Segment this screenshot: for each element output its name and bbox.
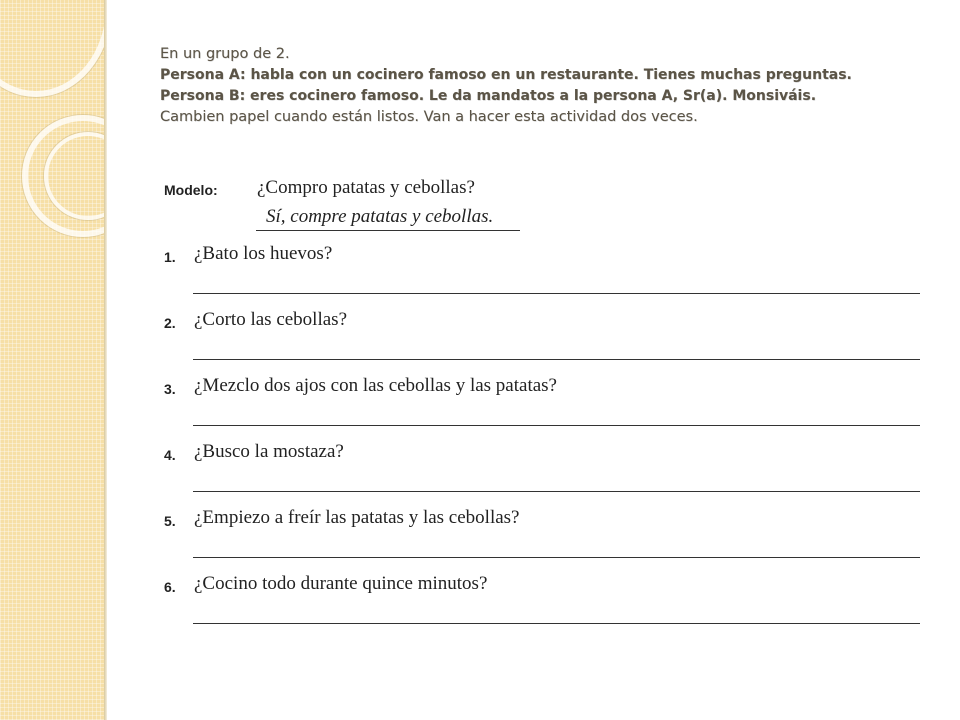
decorative-sidebar: [0, 0, 104, 720]
answer-line[interactable]: [193, 425, 920, 426]
answer-line[interactable]: [193, 557, 920, 558]
question-number: 6.: [164, 579, 176, 595]
question-number: 3.: [164, 381, 176, 397]
answer-line[interactable]: [193, 491, 920, 492]
answer-line[interactable]: [193, 623, 920, 624]
answer-line[interactable]: [193, 359, 920, 360]
instruction-line: Persona A: habla con un cocinero famoso en un restaurante. Tienes muchas preguntas.: [160, 67, 852, 83]
question-number: 1.: [164, 249, 176, 265]
model-question: ¿Compro patatas y cebollas?: [257, 177, 475, 198]
sidebar-divider: [104, 0, 107, 720]
instructions-header: [160, 44, 940, 128]
question-text: ¿Empiezo a freír las patatas y las cebollas?: [194, 507, 520, 528]
instruction-line: En un grupo de 2.: [160, 46, 290, 62]
model-answer: Sí, compre patatas y cebollas.: [266, 206, 494, 227]
instruction-line: Persona B: eres cocinero famoso. Le da mandatos a la persona A, Sr(a). Monsiváis.: [160, 88, 817, 104]
question-number: 5.: [164, 513, 176, 529]
question-text: ¿Corto las cebollas?: [194, 309, 348, 330]
question-text: ¿Mezclo dos ajos con las cebollas y las patatas?: [194, 375, 557, 396]
question-text: ¿Cocino todo durante quince minutos?: [194, 573, 488, 594]
model-label: Modelo:: [164, 182, 218, 198]
question-text: ¿Busco la mostaza?: [194, 441, 344, 462]
answer-line[interactable]: [193, 293, 920, 294]
question-number: 2.: [164, 315, 176, 331]
instruction-line: Cambien papel cuando están listos. Van a hacer esta actividad dos veces.: [160, 109, 698, 125]
question-number: 4.: [164, 447, 176, 463]
decorative-ring: [0, 0, 104, 97]
question-text: ¿Bato los huevos?: [194, 243, 333, 264]
model-answer-line: [256, 230, 520, 231]
